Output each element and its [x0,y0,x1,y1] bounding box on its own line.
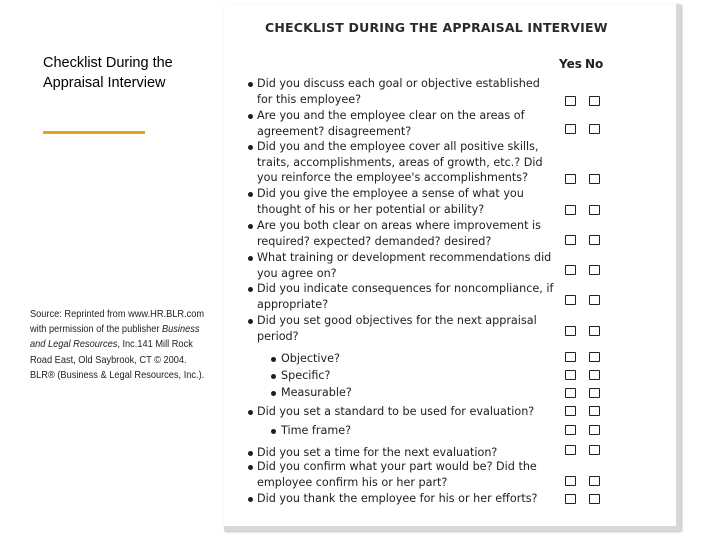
yes-checkbox[interactable] [565,370,576,380]
question-line: Did you indicate consequences for noncompliance, if [257,282,554,295]
yes-checkbox[interactable] [565,265,576,275]
yes-checkbox[interactable] [565,406,576,416]
slide-title: Checklist During the Appraisal Interview [43,55,173,91]
bullet-point [271,391,276,396]
yes-checkbox[interactable] [565,352,576,362]
question-line: Did you thank the employee for his or her efforts? [257,492,538,505]
bullet-point [248,256,253,261]
no-checkbox[interactable] [589,370,600,380]
question-line: Did you and the employee cover all positive skills, [257,140,539,153]
source-citation [30,307,206,383]
no-checkbox[interactable] [589,352,600,362]
no-checkbox[interactable] [589,494,600,504]
yes-checkbox[interactable] [565,96,576,106]
yes-checkbox[interactable] [565,476,576,486]
question-line: traits, accomplishments, areas of growth, etc.? Did [257,155,543,169]
question-line: Did you set good objectives for the next appraisal [257,314,537,327]
question-line: thought of his or her potential or ability? [257,202,485,216]
question-line: appropriate? [257,297,329,311]
no-checkbox[interactable] [589,425,600,435]
question-line: you agree on? [257,266,337,280]
checklist-question [257,313,537,344]
checklist-question [281,368,330,384]
question-line: Time frame? [281,424,352,437]
checklist-heading: CHECKLIST DURING THE APPRAISAL INTERVIEW [265,20,608,35]
question-line: Did you give the employee a sense of what you [257,187,524,200]
checklist-question [281,351,340,367]
question-line: Did you discuss each goal or objective established [257,77,540,90]
yes-checkbox[interactable] [565,494,576,504]
no-checkbox[interactable] [589,205,600,215]
yes-checkbox[interactable] [565,295,576,305]
source-text-end: , Inc.141 Mill Rock Road East, Old Saybrook, CT © 2004. BLR® (Business & Legal Resources, Inc.). [30,338,205,381]
no-checkbox[interactable] [589,265,600,275]
question-line: for this employee? [257,92,362,106]
yes-column-header: Yes [559,57,582,71]
question-line: Specific? [281,369,331,382]
question-line: Measurable? [281,386,352,399]
yes-checkbox[interactable] [565,235,576,245]
checklist-question [281,423,351,439]
yes-checkbox[interactable] [565,425,576,435]
checklist-question [281,385,352,401]
no-checkbox[interactable] [589,295,600,305]
no-checkbox[interactable] [589,445,600,455]
checklist-question [257,281,553,312]
question-line: agreement? disagreement? [257,124,412,138]
no-checkbox[interactable] [589,174,600,184]
title-underline [43,131,145,134]
bullet-point [248,465,253,470]
bullet-point [271,357,276,362]
bullet-point [248,114,253,119]
bullet-point [271,429,276,434]
no-checkbox[interactable] [589,406,600,416]
question-line: Did you confirm what your part would be? Did the [257,460,537,473]
checklist-question [257,139,543,186]
bullet-point [248,224,253,229]
yes-checkbox[interactable] [565,124,576,134]
checklist-question [257,108,525,139]
yes-checkbox[interactable] [565,388,576,398]
checklist-question [257,491,538,507]
yes-checkbox[interactable] [565,445,576,455]
question-line: period? [257,329,299,343]
no-checkbox[interactable] [589,96,600,106]
source-publisher: Business and Legal Resources [30,323,200,351]
checklist-question [257,250,551,281]
question-line: Are you both clear on areas where improvement is [257,219,541,232]
bullet-point [248,192,253,197]
question-line: Objective? [281,352,340,365]
yes-checkbox[interactable] [565,205,576,215]
checklist-question [257,404,534,420]
checklist-question [257,218,541,249]
bullet-point [248,451,253,456]
yes-checkbox[interactable] [565,326,576,336]
bullet-point [248,145,253,150]
question-line: Did you set a standard to be used for evaluation? [257,405,535,418]
bullet-point [248,497,253,502]
source-text-start: Source: Reprinted from www.HR.BLR.com with permission of the publisher [30,308,205,336]
no-checkbox[interactable] [589,388,600,398]
no-checkbox[interactable] [589,235,600,245]
checklist-question [257,186,524,217]
bullet-point [248,410,253,415]
question-line: employee confirm his or her part? [257,475,448,489]
yes-checkbox[interactable] [565,174,576,184]
question-line: Are you and the employee clear on the areas of [257,109,525,122]
bullet-point [248,287,253,292]
question-line: What training or development recommendations did [257,251,552,264]
bullet-point [248,82,253,87]
no-checkbox[interactable] [589,476,600,486]
no-column-header: No [585,57,604,71]
checklist-question [257,76,540,107]
bullet-point [271,374,276,379]
no-checkbox[interactable] [589,124,600,134]
question-line: you reinforce the employee's accomplishments? [257,171,529,185]
no-checkbox[interactable] [589,326,600,336]
checklist-question [257,459,537,490]
question-line: required? expected? demanded? desired? [257,234,492,248]
question-line: Did you set a time for the next evaluation? [257,446,498,459]
bullet-point [248,319,253,324]
